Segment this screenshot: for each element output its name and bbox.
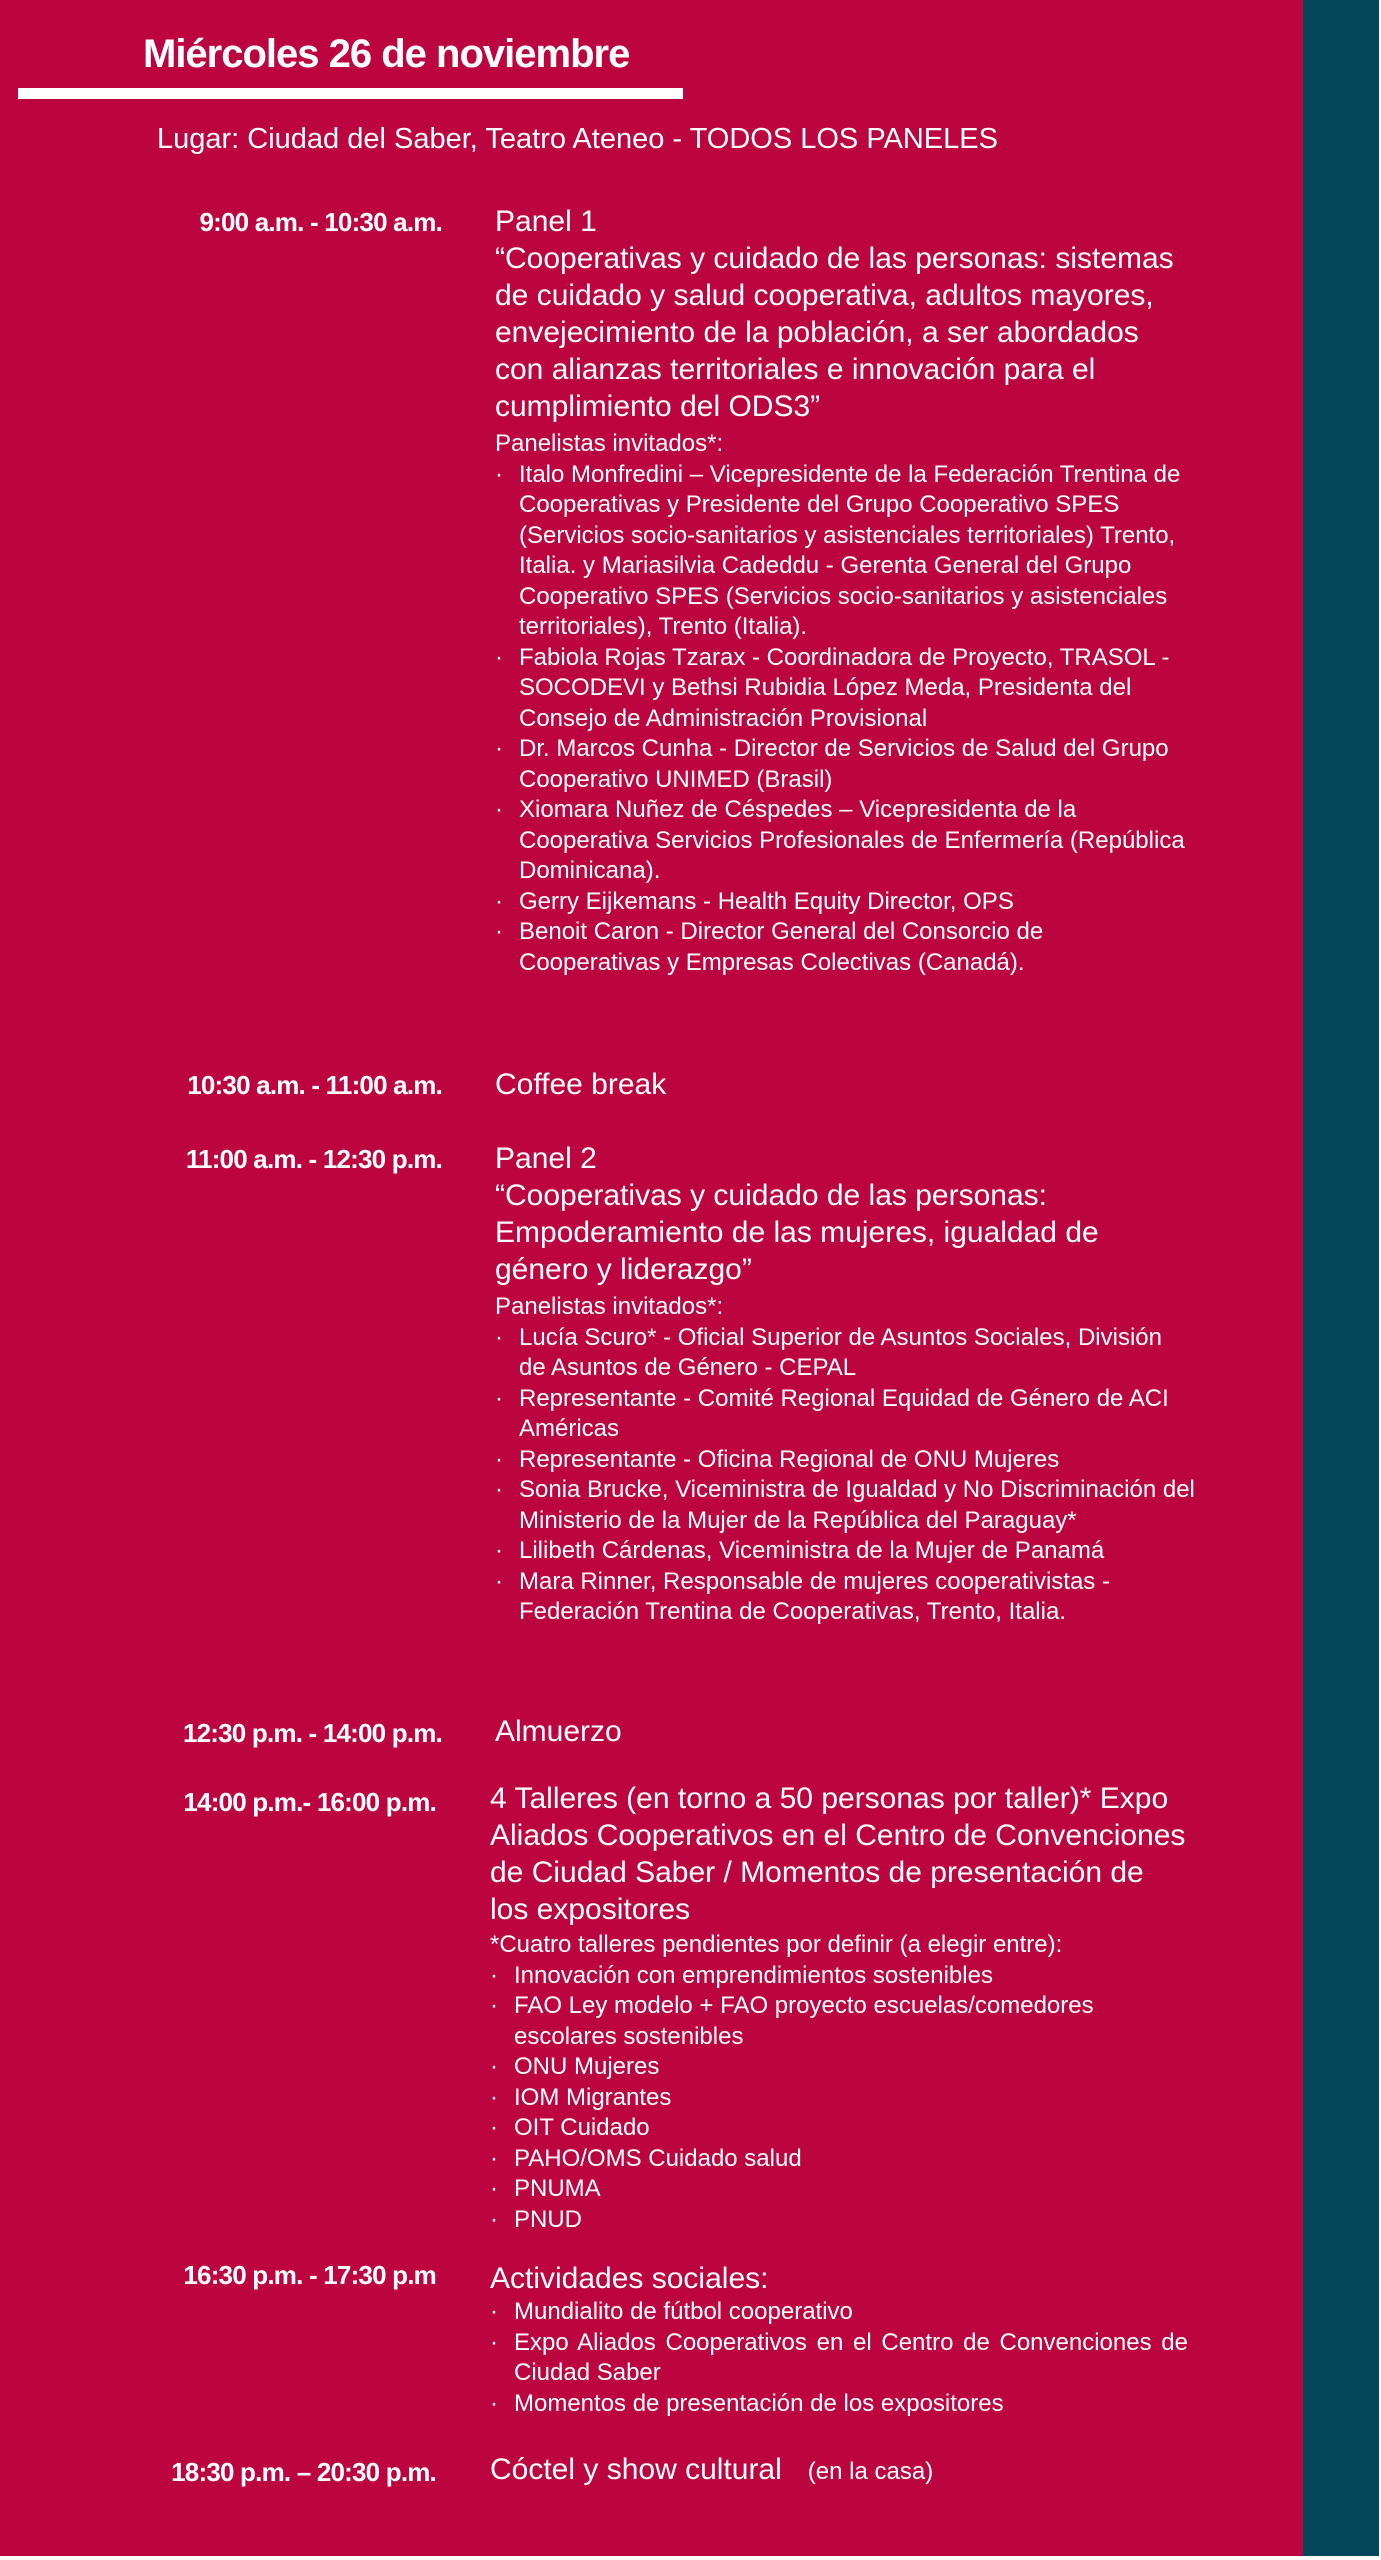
session-heading: Cóctel y show cultural	[490, 2453, 782, 2486]
session-social	[490, 2260, 1188, 2419]
list-item: · Mara Rinner, Responsable de mujeres cooperativistas - Federación Trentina de Cooperativas, Trento, Italia.	[495, 1567, 1195, 1628]
list-item: · ONU Mujeres	[490, 2052, 1190, 2083]
list-item: · FAO Ley modelo + FAO proyecto escuelas/comedores escolares sostenibles	[490, 1991, 1190, 2052]
list-item: · Gerry Eijkemans - Health Equity Director, OPS	[495, 887, 1185, 918]
panelists-label: Panelistas invitados*:	[495, 1293, 724, 1320]
page-title: Miércoles 26 de noviembre	[143, 32, 630, 76]
session-time: 12:30 p.m. - 14:00 p.m.	[182, 1718, 442, 1748]
list-item: · Lucía Scuro* - Oficial Superior de Asuntos Sociales, División de Asuntos de Género - CEPAL	[495, 1323, 1195, 1384]
title-underline	[18, 88, 683, 99]
list-item: · Sonia Brucke, Viceministra de Igualdad y No Discriminación del Ministerio de la Mujer de la República del Paraguay*	[495, 1475, 1195, 1536]
session-time: 10:30 a.m. - 11:00 a.m.	[187, 1070, 442, 1100]
workshops-label: *Cuatro talleres pendientes por definir (a elegir entre):	[490, 1931, 1063, 1958]
session-note: (en la casa)	[807, 2458, 934, 2485]
session-panel-2	[495, 1140, 1195, 1628]
list-item: · Representante - Comité Regional Equidad de Género de ACI Américas	[495, 1384, 1195, 1445]
list-item: · Innovación con emprendimientos sostenibles	[490, 1961, 1190, 1992]
list-item: · PNUD	[490, 2205, 1190, 2236]
workshops-list	[490, 1961, 1190, 2236]
list-item: · IOM Migrantes	[490, 2083, 1190, 2114]
session-topic: “Cooperativas y cuidado de las personas: sistemas de cuidado y salud cooperativa, adultos mayores, envejecimiento de la población, a ser abordados con alianzas territoriales e innovación para el cumplimiento del ODS3”	[495, 242, 1174, 423]
session-workshops	[490, 1780, 1190, 2235]
session-heading: Almuerzo	[495, 1715, 622, 1748]
list-item: · Italo Monfredini – Vicepresidente de la Federación Trentina de Cooperativas y Presidente del Grupo Cooperativo SPES (Servicios socio-sanitarios y asistenciales territoriales) Trento, Italia. y Mariasilvia Cadeddu - Gerenta General del Grupo Cooperativo SPES (Servicios socio-sanitarios y asistenciales territoriales), Trento (Italia).	[495, 460, 1185, 643]
session-time: 9:00 a.m. - 10:30 a.m.	[199, 207, 442, 237]
list-item: · Benoit Caron - Director General del Consorcio de Cooperativas y Empresas Colectivas (Canadá).	[495, 917, 1185, 978]
session-topic: “Cooperativas y cuidado de las personas: Empoderamiento de las mujeres, igualdad de género y liderazgo”	[495, 1179, 1099, 1286]
session-cocktail	[490, 2451, 1190, 2488]
session-time: 11:00 a.m. - 12:30 p.m.	[185, 1144, 442, 1174]
session-panel-1	[495, 203, 1185, 978]
session-heading: Panel 1	[495, 205, 597, 238]
bottom-edge	[0, 2556, 1381, 2560]
list-item: · Expo Aliados Cooperativos en el Centro de Convenciones de Ciudad Saber	[490, 2328, 1188, 2389]
list-item: · Dr. Marcos Cunha - Director de Servicios de Salud del Grupo Cooperativo UNIMED (Brasil)	[495, 734, 1185, 795]
session-heading: Coffee break	[495, 1068, 667, 1101]
list-item: · Fabiola Rojas Tzarax - Coordinadora de Proyecto, TRASOL - SOCODEVI y Bethsi Rubidia López Meda, Presidenta del Consejo de Administración Provisional	[495, 643, 1185, 735]
venue-line: Lugar: Ciudad del Saber, Teatro Ateneo - TODOS LOS PANELES	[157, 123, 998, 155]
list-item: · OIT Cuidado	[490, 2113, 1190, 2144]
activities-list	[490, 2297, 1188, 2419]
list-item: · PNUMA	[490, 2174, 1190, 2205]
list-item: · Xiomara Nuñez de Céspedes – Vicepresidenta de la Cooperativa Servicios Profesionales de Enfermería (República Dominicana).	[495, 795, 1185, 887]
panelists-label: Panelistas invitados*:	[495, 430, 724, 457]
panelists-list	[495, 460, 1185, 979]
list-item: · Momentos de presentación de los expositores	[490, 2389, 1188, 2420]
list-item: · Representante - Oficina Regional de ONU Mujeres	[495, 1445, 1195, 1476]
session-time: 14:00 p.m.- 16:00 p.m.	[183, 1787, 436, 1817]
session-heading: Actividades sociales:	[490, 2262, 769, 2295]
session-heading: Panel 2	[495, 1142, 597, 1175]
list-item: · Lilibeth Cárdenas, Viceministra de la Mujer de Panamá	[495, 1536, 1195, 1567]
list-item: · Mundialito de fútbol cooperativo	[490, 2297, 1188, 2328]
session-heading: 4 Talleres (en torno a 50 personas por taller)* Expo Aliados Cooperativos en el Centro de Convenciones de Ciudad Saber / Momentos de presentación de los expositores	[490, 1782, 1186, 1926]
session-time: 16:30 p.m. - 17:30 p.m	[183, 2260, 436, 2290]
session-time: 18:30 p.m. – 20:30 p.m.	[171, 2457, 436, 2487]
panelists-list	[495, 1323, 1195, 1628]
teal-side-band	[1303, 0, 1381, 2560]
list-item: · PAHO/OMS Cuidado salud	[490, 2144, 1190, 2175]
